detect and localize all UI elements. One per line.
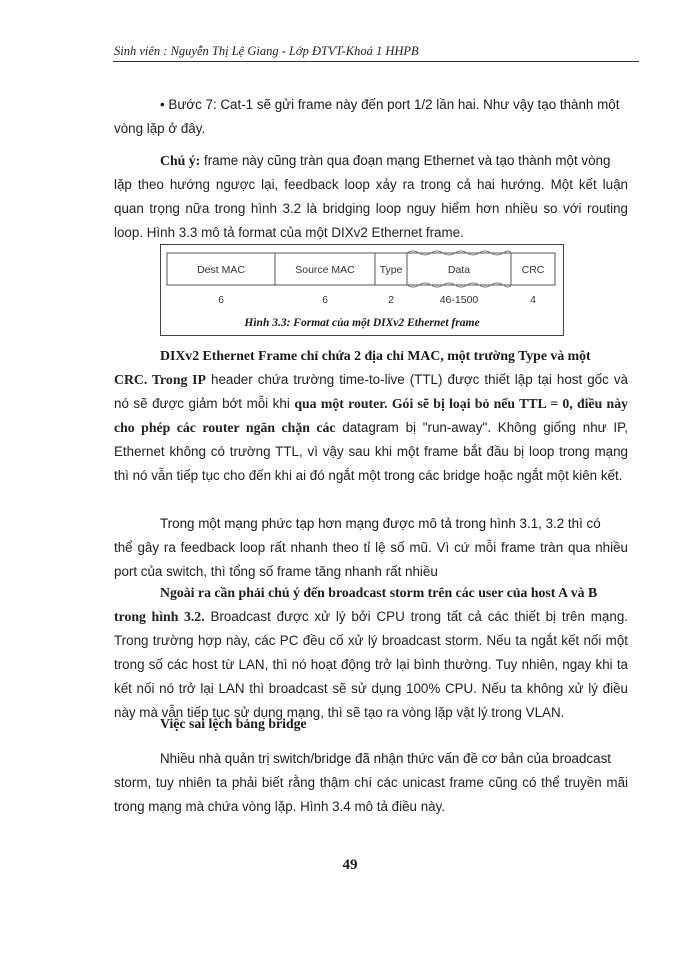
page-number: 49 <box>342 857 358 873</box>
p3-first-line: Trong một mạng phức tạp hơn mạng được mô tả trong hình 3.1, 3.2 thì có <box>160 516 601 531</box>
figure-ethernet-frame <box>160 244 564 336</box>
p5-body: storm, tuy nhiên ta phải biết rằng thậm chí các unicast frame cũng có thể truyền mãi trong mạng mà chứa vòng lặp. Hình 3.4 mô tả điều này. <box>114 775 628 814</box>
field-source-mac: Source MAC <box>295 264 355 276</box>
p4-bold-figref: trong hình 3.2. <box>114 609 205 624</box>
p2-text-1: header chứa trường time-to-live (TTL) được thiết lập tại host gốc và nó sẽ được giảm bớt mỗi khi <box>114 372 629 411</box>
note-label: Chú ý: <box>160 153 201 168</box>
field-type: Type <box>379 264 403 276</box>
p2-bold-intro: DIXv2 Ethernet Frame chỉ chứa 2 địa chỉ MAC, một trường Type và một <box>160 348 591 363</box>
p2-bold-router: qua một router. Gói sẽ bị loại bỏ nếu TTL = 0, điều này cho phép các router ngăn chặn các <box>114 396 628 435</box>
p2-bold-crc: CRC. Trong IP <box>114 372 206 387</box>
field-dest-mac: Dest MAC <box>197 264 245 276</box>
step7-continuation: vòng lặp ở đây. <box>114 121 206 136</box>
p4-bold-intro: Ngoài ra cần phải chú ý đến broadcast storm trên các user của host A và B <box>160 585 598 600</box>
size-source-mac: 6 <box>322 294 328 306</box>
field-data: Data <box>447 264 471 276</box>
step7-bullet: • Bước 7: Cat-1 sẽ gửi frame này đến port 1/2 lần hai. Như vậy tạo thành một <box>160 97 620 112</box>
frame-format-diagram <box>161 245 563 315</box>
p5-first-line: Nhiều nhà quản trị switch/bridge đã nhận thức vấn đề cơ bản của broadcast <box>160 751 611 766</box>
field-crc: CRC <box>521 264 545 276</box>
header-divider <box>113 61 639 62</box>
p4-body <box>114 605 628 725</box>
p2-body <box>114 368 628 488</box>
size-dest-mac: 6 <box>218 294 224 306</box>
note-first-line <box>160 149 628 173</box>
note-paragraph: lặp theo hướng ngược lại, feedback loop xảy ra trong cả hai hướng. Một kết luận quan trọng nữa trong hình 3.2 là bridging loop nguy hiểm hơn nhiều so với routing loop. Hình 3.3 mô tả format của một DIXv2 Ethernet frame. <box>114 177 628 240</box>
page-header: Sinh viên : Nguyễn Thị Lệ Giang - Lớp ĐTVT-Khoá 1 HHPB <box>114 44 419 58</box>
p3-body: thể gây ra feedback loop rất nhanh theo tỉ lệ số mũ. Vì cứ mỗi frame tràn qua nhiều port của switch, thì tổng số frame tăng nhanh rất nhiều <box>114 540 628 579</box>
section-heading: Việc sai lệch bảng bridge <box>160 716 307 731</box>
note-text: frame này cũng tràn qua đoạn mạng Ethernet và tạo thành một vòng <box>204 153 611 168</box>
size-type: 2 <box>388 294 394 306</box>
size-crc: 4 <box>530 294 536 306</box>
p4-text: Broadcast được xử lý bởi CPU trong tất cả các thiết bị trên mạng. Trong trường hợp này, các PC đều cố xử lý broadcast storm. Nếu ta ngắt kết nối một trong số các host từ LAN, thì nó hoạt động trở lại bình thường. Tuy nhiên, ngay khi ta kết nối nó trở lại LAN thì broadcast sẽ sử dụng 100% CPU. Nếu ta không xử lý điều này mà vẫn tiếp tục sử dụng mạng, thì sẽ tạo ra vòng lặp vật lý trong VLAN. <box>114 609 628 720</box>
p4-first-line <box>160 581 597 605</box>
p2-text-2: datagram bị "run-away". Không giống như IP, Ethernet không có trường TTL, vì vậy sau khi một frame bắt đầu bị loop trong mạng thì nó vẫn tiếp tục cho đến khi ai đó ngắt một trong các bridge hoặc ngắt một kiên kết. <box>114 420 628 483</box>
size-data: 46-1500 <box>439 294 479 306</box>
figure-caption: Hình 3.3: Format của một DIXv2 Ethernet frame <box>244 317 480 329</box>
p2-first-line <box>160 344 591 368</box>
